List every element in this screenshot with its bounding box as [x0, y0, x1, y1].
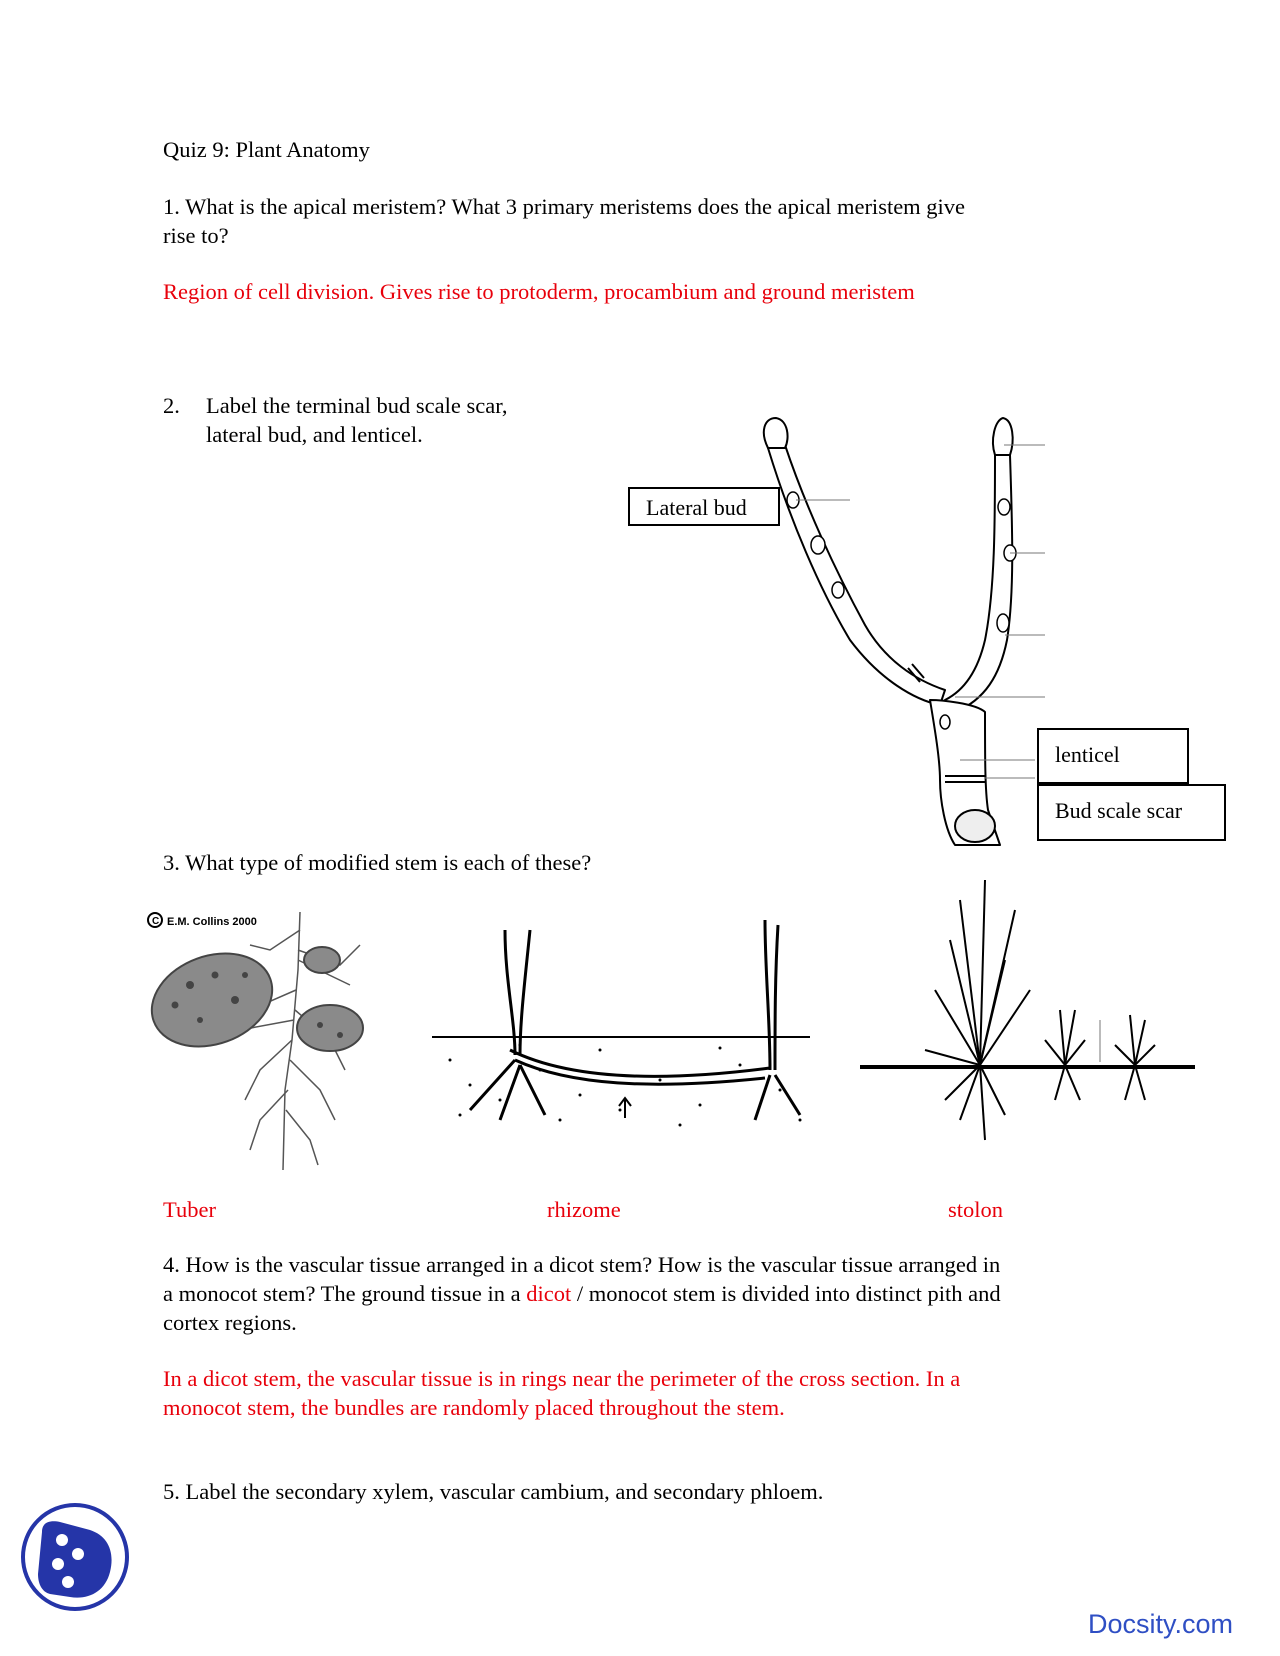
stolon-answer: stolon	[948, 1197, 1004, 1222]
q4-text-line3: cortex regions.	[163, 1310, 297, 1335]
lenticel-label: lenticel	[1037, 728, 1189, 784]
tuber-answer: Tuber	[163, 1197, 216, 1222]
page-title: Quiz 9: Plant Anatomy	[163, 137, 370, 162]
q1-text-line1: 1. What is the apical meristem? What 3 primary meristems does the apical meristem give	[163, 194, 966, 219]
bud-scale-scar-label: Bud scale scar	[1037, 784, 1226, 841]
docsity-logo-icon	[20, 1502, 130, 1612]
q3-text: 3. What type of modified stem is each of these?	[163, 850, 592, 875]
q1-text-line2: rise to?	[163, 223, 229, 248]
rhizome-answer: rhizome	[547, 1197, 621, 1222]
q4-answer-line2: monocot stem, the bundles are randomly placed throughout the stem.	[163, 1395, 785, 1420]
lateral-bud-label: Lateral bud	[628, 487, 780, 526]
q4-text-line1: 4. How is the vascular tissue arranged in a dicot stem? How is the vascular tissue arranged in	[163, 1252, 1001, 1277]
q4-answer-line1: In a dicot stem, the vascular tissue is in rings near the perimeter of the cross section. In a	[163, 1366, 961, 1391]
q2-text-line1: Label the terminal bud scale scar,	[206, 393, 508, 418]
q4-text-line2	[163, 1279, 1001, 1308]
docsity-brand-link[interactable]: Docsity.com	[1088, 1609, 1234, 1639]
q2-text-line2: lateral bud, and lenticel.	[206, 422, 423, 447]
q4-line2-post: / monocot stem is divided into distinct pith and	[571, 1281, 1001, 1306]
svg-text:C: C	[152, 916, 160, 927]
q4-dicot-highlight: dicot	[526, 1281, 572, 1306]
q2-number: 2.	[163, 393, 180, 418]
q4-line2-pre: a monocot stem? The ground tissue in a	[163, 1281, 527, 1306]
q5-text: 5. Label the secondary xylem, vascular cambium, and secondary phloem.	[163, 1479, 824, 1504]
copyright-text: E.M. Collins 2000	[167, 916, 257, 928]
q1-answer: Region of cell division. Gives rise to protoderm, procambium and ground meristem	[163, 279, 915, 304]
